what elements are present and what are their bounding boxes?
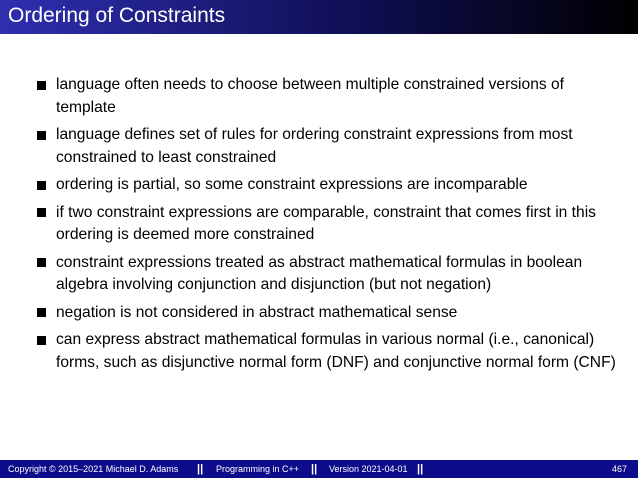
footer-course-title: Programming in C++ <box>216 464 300 474</box>
square-bullet-icon <box>37 181 46 190</box>
bullet-text: if two constraint expressions are comparable, constraint that comes first in this ordering is deemed more constrained <box>56 203 596 243</box>
footer-separator: || <box>197 463 204 475</box>
bullet-item <box>37 174 627 197</box>
bullet-item <box>37 302 627 325</box>
footer-version: Version 2021-04-01 <box>329 464 408 474</box>
footer-separator: || <box>311 463 318 475</box>
footer-page-number: 467 <box>612 464 628 474</box>
square-bullet-icon <box>37 336 46 345</box>
footer-copyright: Copyright © 2015–2021 Michael D. Adams <box>8 464 179 474</box>
slide-title: Ordering of Constraints <box>8 4 226 27</box>
bullet-text: ordering is partial, so some constraint expressions are incomparable <box>56 176 528 193</box>
bullet-item <box>37 252 627 297</box>
bullet-item <box>37 124 627 169</box>
bullet-text: language often needs to choose between multiple constrained versions of template <box>56 76 564 116</box>
square-bullet-icon <box>37 308 46 317</box>
bullet-item <box>37 329 627 374</box>
bullet-text: constraint expressions treated as abstract mathematical formulas in boolean algebra involving conjunction and disjunction (but not negation) <box>56 253 583 293</box>
bullet-text: negation is not considered in abstract mathematical sense <box>56 303 458 321</box>
slide-footer <box>0 460 638 478</box>
square-bullet-icon <box>37 258 46 267</box>
bullet-list <box>37 74 627 379</box>
square-bullet-icon <box>37 131 46 140</box>
square-bullet-icon <box>37 208 46 217</box>
slide-title-bar <box>0 0 638 34</box>
bullet-text: can express abstract mathematical formulas in various normal (i.e., canonical) forms, such as disjunctive normal form (DNF) and conjunctive normal form (CNF) <box>56 331 616 371</box>
bullet-item <box>37 202 627 247</box>
square-bullet-icon <box>37 81 46 90</box>
bullet-text: language defines set of rules for ordering constraint expressions from most constrained to least constrained <box>56 126 573 166</box>
footer-separator: || <box>417 463 424 475</box>
bullet-item <box>37 74 627 119</box>
